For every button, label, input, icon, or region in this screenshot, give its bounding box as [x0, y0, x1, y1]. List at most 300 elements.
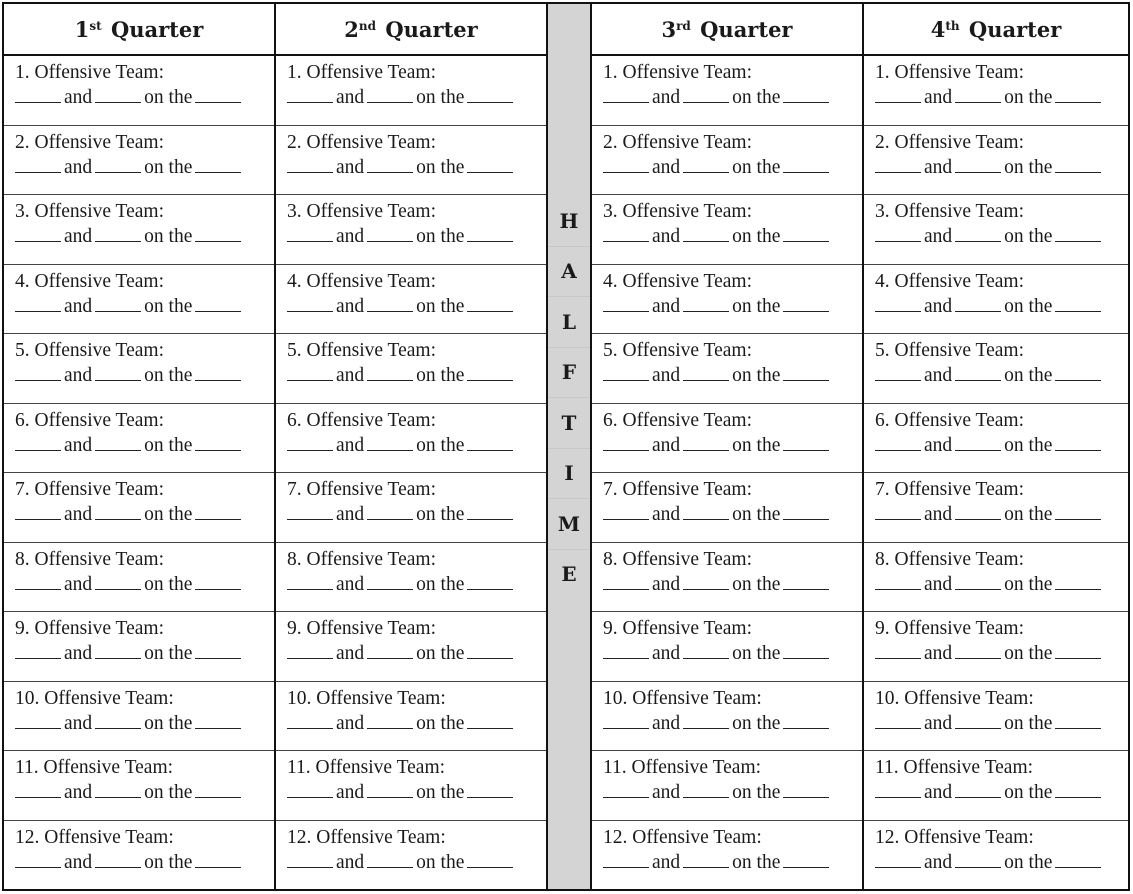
down-blank[interactable]	[15, 502, 61, 520]
down-blank[interactable]	[875, 780, 921, 798]
yard-line-blank[interactable]	[195, 155, 241, 173]
entry-heading	[875, 548, 1118, 572]
yard-line-blank[interactable]	[467, 294, 513, 312]
down-blank[interactable]	[875, 711, 921, 729]
play-entry	[864, 404, 1128, 474]
halftime-letters	[548, 196, 590, 599]
entry-label: Offensive Team:	[632, 687, 762, 709]
down-blank[interactable]	[875, 641, 921, 659]
yard-line-blank[interactable]	[783, 363, 829, 381]
word-on-the: on the	[144, 851, 193, 873]
yard-line-blank[interactable]	[467, 433, 513, 451]
yard-line-blank[interactable]	[195, 572, 241, 590]
entry-blanks	[15, 780, 264, 805]
word-and: and	[924, 295, 953, 317]
distance-blank[interactable]	[367, 85, 413, 103]
play-entry	[592, 334, 862, 404]
entry-blanks	[15, 85, 264, 110]
entry-number: 10.	[603, 687, 628, 709]
yard-line-blank[interactable]	[783, 572, 829, 590]
entry-blanks	[875, 711, 1118, 736]
word-on-the: on the	[144, 156, 193, 178]
entry-number: 2.	[603, 131, 618, 153]
entry-blanks	[603, 363, 852, 388]
ordinal-number: 3	[661, 16, 677, 42]
entry-label: Offensive Team:	[622, 548, 753, 570]
down-blank[interactable]	[603, 224, 649, 242]
yard-line-blank[interactable]	[195, 780, 241, 798]
distance-blank[interactable]	[955, 294, 1001, 312]
yard-line-blank[interactable]	[1055, 85, 1101, 103]
entry-heading	[603, 756, 852, 780]
down-blank[interactable]	[603, 711, 649, 729]
play-entry	[276, 473, 546, 543]
distance-blank[interactable]	[683, 850, 729, 868]
entry-number: 11.	[875, 757, 899, 778]
distance-blank[interactable]	[683, 502, 729, 520]
entry-blanks	[287, 572, 536, 597]
yard-line-blank[interactable]	[783, 502, 829, 520]
word-on-the: on the	[1004, 712, 1053, 734]
entry-number: 3.	[15, 201, 30, 222]
play-entry	[592, 612, 862, 682]
yard-line-blank[interactable]	[467, 155, 513, 173]
word-on-the: on the	[144, 504, 193, 525]
distance-blank[interactable]	[683, 572, 729, 590]
word-on-the: on the	[144, 573, 193, 595]
distance-blank[interactable]	[683, 711, 729, 729]
distance-blank[interactable]	[683, 85, 729, 103]
quarter-column-2	[276, 4, 546, 889]
entry-heading	[15, 270, 264, 294]
down-blank[interactable]	[287, 433, 333, 451]
down-blank[interactable]	[15, 572, 61, 590]
word-on-the: on the	[416, 712, 465, 734]
yard-line-blank[interactable]	[783, 85, 829, 103]
distance-blank[interactable]	[683, 433, 729, 451]
word-on-the: on the	[732, 365, 781, 386]
word-on-the: on the	[732, 156, 781, 178]
yard-line-blank[interactable]	[467, 850, 513, 868]
entry-number: 2.	[875, 131, 890, 153]
down-blank[interactable]	[603, 294, 649, 312]
entry-blanks	[287, 641, 536, 666]
yard-line-blank[interactable]	[783, 155, 829, 173]
down-blank[interactable]	[287, 711, 333, 729]
play-entry	[592, 473, 862, 543]
down-blank[interactable]	[287, 294, 333, 312]
down-blank[interactable]	[15, 294, 61, 312]
down-blank[interactable]	[603, 502, 649, 520]
down-blank[interactable]	[15, 641, 61, 659]
yard-line-blank[interactable]	[1055, 641, 1101, 659]
play-entry	[276, 543, 546, 613]
distance-blank[interactable]	[367, 572, 413, 590]
down-blank[interactable]	[15, 433, 61, 451]
entry-blanks	[875, 780, 1118, 805]
play-entry	[276, 404, 546, 474]
entry-label: Offensive Team:	[306, 479, 437, 500]
entry-label: Offensive Team:	[306, 131, 437, 153]
word-and: and	[652, 295, 681, 317]
entry-number: 7.	[15, 479, 30, 500]
down-blank[interactable]	[15, 363, 61, 381]
down-blank[interactable]	[287, 224, 333, 242]
yard-line-blank[interactable]	[1055, 502, 1101, 520]
entry-heading	[875, 61, 1118, 85]
down-blank[interactable]	[875, 433, 921, 451]
entry-blanks	[875, 85, 1118, 110]
yard-line-blank[interactable]	[195, 294, 241, 312]
entry-heading	[603, 826, 852, 850]
entry-blanks	[603, 433, 852, 458]
word-and: and	[652, 226, 681, 247]
word-on-the: on the	[416, 87, 465, 108]
yard-line-blank[interactable]	[195, 850, 241, 868]
distance-blank[interactable]	[95, 780, 141, 798]
entry-number: 5.	[287, 340, 302, 361]
play-entry	[4, 334, 274, 404]
entry-number: 10.	[875, 687, 900, 709]
halftime-letter: I	[548, 448, 590, 499]
down-blank[interactable]	[875, 850, 921, 868]
entry-blanks	[15, 641, 264, 666]
distance-blank[interactable]	[955, 224, 1001, 242]
entry-heading	[15, 756, 264, 780]
word-on-the: on the	[416, 782, 465, 803]
down-blank[interactable]	[15, 155, 61, 173]
yard-line-blank[interactable]	[783, 711, 829, 729]
yard-line-blank[interactable]	[467, 641, 513, 659]
down-blank[interactable]	[603, 433, 649, 451]
yard-line-blank[interactable]	[1055, 433, 1101, 451]
word-and: and	[336, 226, 365, 247]
yard-line-blank[interactable]	[783, 780, 829, 798]
entry-number: 11.	[287, 757, 311, 778]
entry-label: Offensive Team:	[904, 826, 1034, 848]
distance-blank[interactable]	[683, 155, 729, 173]
distance-blank[interactable]	[367, 502, 413, 520]
yard-line-blank[interactable]	[195, 363, 241, 381]
down-blank[interactable]	[287, 780, 333, 798]
word-on-the: on the	[732, 712, 781, 734]
yard-line-blank[interactable]	[195, 641, 241, 659]
word-on-the: on the	[1004, 851, 1053, 873]
entry-label: Offensive Team:	[315, 757, 446, 778]
yard-line-blank[interactable]	[1055, 850, 1101, 868]
down-blank[interactable]	[875, 224, 921, 242]
down-blank[interactable]	[875, 502, 921, 520]
distance-blank[interactable]	[95, 363, 141, 381]
word-and: and	[924, 365, 953, 386]
yard-line-blank[interactable]	[195, 502, 241, 520]
entry-heading	[287, 200, 536, 224]
entry-number: 6.	[603, 409, 618, 431]
word-and: and	[336, 504, 365, 525]
entry-blanks	[875, 433, 1118, 458]
down-blank[interactable]	[287, 850, 333, 868]
halftime-band	[546, 4, 592, 889]
distance-blank[interactable]	[955, 850, 1001, 868]
word-on-the: on the	[144, 434, 193, 456]
entry-blanks	[15, 433, 264, 458]
down-blank[interactable]	[287, 572, 333, 590]
distance-blank[interactable]	[955, 85, 1001, 103]
entry-number: 1.	[875, 62, 890, 83]
distance-blank[interactable]	[95, 572, 141, 590]
yard-line-blank[interactable]	[467, 572, 513, 590]
yard-line-blank[interactable]	[1055, 711, 1101, 729]
entry-heading	[875, 131, 1118, 155]
entry-blanks	[875, 224, 1118, 249]
word-on-the: on the	[1004, 156, 1053, 178]
entry-label: Offensive Team:	[34, 479, 165, 500]
halftime-letter: A	[548, 246, 590, 297]
distance-blank[interactable]	[955, 433, 1001, 451]
distance-blank[interactable]	[367, 433, 413, 451]
distance-blank[interactable]	[95, 502, 141, 520]
halftime-letter: M	[548, 498, 590, 549]
word-on-the: on the	[732, 226, 781, 247]
down-blank[interactable]	[287, 85, 333, 103]
entry-number: 8.	[287, 548, 302, 570]
yard-line-blank[interactable]	[783, 433, 829, 451]
word-on-the: on the	[732, 643, 781, 664]
distance-blank[interactable]	[95, 433, 141, 451]
yard-line-blank[interactable]	[467, 224, 513, 242]
entry-blanks	[15, 572, 264, 597]
distance-blank[interactable]	[367, 641, 413, 659]
word-on-the: on the	[144, 295, 193, 317]
halftime-letter: H	[559, 208, 579, 233]
distance-blank[interactable]	[367, 711, 413, 729]
distance-blank[interactable]	[955, 363, 1001, 381]
down-blank[interactable]	[875, 363, 921, 381]
entry-heading	[287, 548, 536, 572]
down-blank[interactable]	[15, 224, 61, 242]
distance-blank[interactable]	[367, 224, 413, 242]
entry-number: 9.	[287, 618, 302, 639]
down-blank[interactable]	[287, 155, 333, 173]
entry-number: 10.	[15, 687, 40, 709]
entry-label: Offensive Team:	[44, 826, 174, 848]
entry-blanks	[875, 641, 1118, 666]
word-and: and	[652, 782, 681, 803]
down-blank[interactable]	[603, 85, 649, 103]
yard-line-blank[interactable]	[195, 433, 241, 451]
play-entry	[864, 751, 1128, 821]
yard-line-blank[interactable]	[1055, 224, 1101, 242]
entry-number: 3.	[603, 201, 618, 222]
quarter-label: Quarter	[968, 16, 1062, 42]
entry-heading	[15, 548, 264, 572]
yard-line-blank[interactable]	[783, 641, 829, 659]
entry-blanks	[287, 224, 536, 249]
distance-blank[interactable]	[683, 780, 729, 798]
word-and: and	[336, 782, 365, 803]
distance-blank[interactable]	[367, 155, 413, 173]
word-and: and	[64, 504, 93, 525]
down-blank[interactable]	[15, 85, 61, 103]
down-blank[interactable]	[875, 155, 921, 173]
entry-blanks	[287, 502, 536, 527]
distance-blank[interactable]	[367, 850, 413, 868]
yard-line-blank[interactable]	[1055, 294, 1101, 312]
entry-number: 4.	[15, 270, 30, 292]
distance-blank[interactable]	[683, 224, 729, 242]
entry-number: 5.	[15, 340, 30, 361]
down-blank[interactable]	[603, 850, 649, 868]
distance-blank[interactable]	[683, 363, 729, 381]
yard-line-blank[interactable]	[467, 711, 513, 729]
word-and: and	[64, 226, 93, 247]
play-entry	[276, 56, 546, 126]
entry-label: Offensive Team:	[34, 548, 165, 570]
yard-line-blank[interactable]	[1055, 155, 1101, 173]
down-blank[interactable]	[603, 641, 649, 659]
entry-label: Offensive Team:	[316, 826, 446, 848]
play-entry	[4, 56, 274, 126]
down-blank[interactable]	[287, 641, 333, 659]
word-and: and	[652, 851, 681, 873]
down-blank[interactable]	[875, 85, 921, 103]
word-and: and	[64, 782, 93, 803]
distance-blank[interactable]	[95, 224, 141, 242]
entry-number: 9.	[875, 618, 890, 639]
play-entry	[864, 126, 1128, 196]
distance-blank[interactable]	[367, 294, 413, 312]
entry-heading	[603, 61, 852, 85]
entry-blanks	[875, 850, 1118, 875]
distance-blank[interactable]	[955, 641, 1001, 659]
down-blank[interactable]	[15, 711, 61, 729]
word-on-the: on the	[1004, 87, 1053, 108]
play-entry	[4, 265, 274, 335]
yard-line-blank[interactable]	[783, 850, 829, 868]
yard-line-blank[interactable]	[783, 294, 829, 312]
entry-heading	[875, 409, 1118, 433]
distance-blank[interactable]	[367, 363, 413, 381]
yard-line-blank[interactable]	[467, 363, 513, 381]
play-entry	[592, 265, 862, 335]
entry-blanks	[15, 294, 264, 319]
down-blank[interactable]	[15, 850, 61, 868]
play-entry	[592, 821, 862, 890]
play-entry	[276, 751, 546, 821]
word-and: and	[64, 295, 93, 317]
distance-blank[interactable]	[683, 294, 729, 312]
entry-number: 3.	[287, 201, 302, 222]
entry-label: Offensive Team:	[34, 131, 165, 153]
yard-line-blank[interactable]	[467, 780, 513, 798]
distance-blank[interactable]	[95, 155, 141, 173]
entry-label: Offensive Team:	[306, 409, 437, 431]
distance-blank[interactable]	[955, 780, 1001, 798]
yard-line-blank[interactable]	[1055, 572, 1101, 590]
word-and: and	[64, 156, 93, 178]
yard-line-blank[interactable]	[195, 85, 241, 103]
distance-blank[interactable]	[367, 780, 413, 798]
yard-line-blank[interactable]	[195, 224, 241, 242]
entry-blanks	[603, 572, 852, 597]
yard-line-blank[interactable]	[467, 502, 513, 520]
down-blank[interactable]	[603, 572, 649, 590]
yard-line-blank[interactable]	[783, 224, 829, 242]
word-on-the: on the	[732, 87, 781, 108]
word-and: and	[336, 573, 365, 595]
yard-line-blank[interactable]	[467, 85, 513, 103]
distance-blank[interactable]	[955, 502, 1001, 520]
yard-line-blank[interactable]	[195, 711, 241, 729]
down-blank[interactable]	[603, 155, 649, 173]
entry-heading	[287, 339, 536, 363]
distance-blank[interactable]	[955, 711, 1001, 729]
down-blank[interactable]	[287, 363, 333, 381]
word-and: and	[336, 643, 365, 664]
entry-heading	[875, 200, 1118, 224]
yard-line-blank[interactable]	[1055, 363, 1101, 381]
distance-blank[interactable]	[95, 711, 141, 729]
word-and: and	[652, 712, 681, 734]
entry-label: Offensive Team:	[34, 409, 165, 431]
quarter-column-4	[864, 4, 1128, 889]
word-on-the: on the	[416, 434, 465, 456]
entry-blanks	[15, 850, 264, 875]
down-blank[interactable]	[875, 294, 921, 312]
word-and: and	[924, 712, 953, 734]
entry-blanks	[875, 572, 1118, 597]
entry-label: Offensive Team:	[306, 618, 437, 639]
distance-blank[interactable]	[95, 294, 141, 312]
yard-line-blank[interactable]	[1055, 780, 1101, 798]
entry-number: 7.	[287, 479, 302, 500]
down-blank[interactable]	[603, 780, 649, 798]
play-entry	[276, 334, 546, 404]
down-blank[interactable]	[287, 502, 333, 520]
distance-blank[interactable]	[683, 641, 729, 659]
distance-blank[interactable]	[95, 85, 141, 103]
entry-blanks	[287, 433, 536, 458]
entry-blanks	[603, 85, 852, 110]
distance-blank[interactable]	[95, 850, 141, 868]
entry-heading	[875, 339, 1118, 363]
down-blank[interactable]	[875, 572, 921, 590]
distance-blank[interactable]	[955, 155, 1001, 173]
play-entry	[592, 751, 862, 821]
entry-number: 1.	[287, 62, 302, 83]
down-blank[interactable]	[603, 363, 649, 381]
entry-label: Offensive Team:	[306, 340, 437, 361]
entry-heading	[603, 617, 852, 641]
word-on-the: on the	[416, 573, 465, 595]
halftime-letter: T	[548, 397, 590, 448]
entry-heading	[875, 270, 1118, 294]
entry-label: Offensive Team:	[622, 618, 753, 639]
entry-label: Offensive Team:	[894, 479, 1025, 500]
distance-blank[interactable]	[95, 641, 141, 659]
down-blank[interactable]	[15, 780, 61, 798]
entry-number: 5.	[603, 340, 618, 361]
entry-blanks	[603, 780, 852, 805]
entry-number: 12.	[287, 826, 312, 848]
play-entry	[592, 56, 862, 126]
play-entry	[864, 821, 1128, 890]
entry-label: Offensive Team:	[894, 409, 1025, 431]
ordinal-suffix: th	[945, 19, 960, 33]
distance-blank[interactable]	[955, 572, 1001, 590]
word-on-the: on the	[416, 156, 465, 178]
entry-label: Offensive Team:	[894, 548, 1025, 570]
